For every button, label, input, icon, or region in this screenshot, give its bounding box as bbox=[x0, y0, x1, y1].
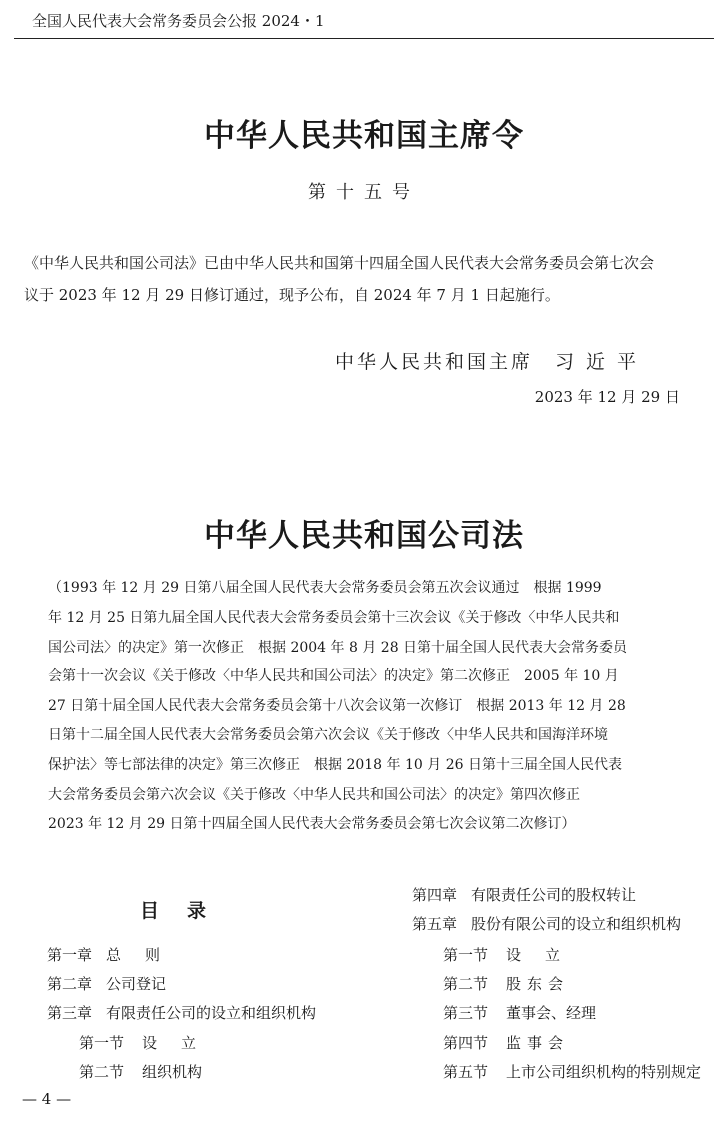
toc-entry-label: 股东会 bbox=[506, 975, 570, 993]
history-line: （1993 年 12 月 29 日第八届全国人民代表大会常务委员会第五次会议通过 根据 1999 bbox=[48, 580, 602, 596]
toc-entry-label: 监事会 bbox=[506, 1034, 570, 1052]
toc-title: 目录 bbox=[140, 900, 235, 922]
toc-entry bbox=[443, 1032, 569, 1053]
history-line: 2023 年 12 月 29 日第十四届全国人民代表大会常务委员会第七次会议第二次修订） bbox=[48, 816, 576, 832]
toc-entry-label: 有限责任公司的设立和组织机构 bbox=[106, 1004, 317, 1022]
signature-block bbox=[335, 347, 648, 374]
toc-entry-label: 设立 bbox=[142, 1034, 221, 1052]
toc-entry-number: 第二章 bbox=[47, 975, 93, 993]
toc-entry-number: 第三节 bbox=[443, 1004, 489, 1022]
toc-entry bbox=[412, 884, 636, 905]
toc-entry-label: 总则 bbox=[106, 946, 185, 964]
signer-name: 习近平 bbox=[554, 351, 648, 373]
page-number: — 4 — bbox=[22, 1090, 72, 1108]
toc-entry bbox=[443, 973, 569, 994]
toc-entry-number: 第四节 bbox=[443, 1034, 489, 1052]
history-line: 国公司法〉的决定》第一次修正 根据 2004 年 8 月 28 日第十届全国人民代表大会常务委员 bbox=[48, 640, 628, 656]
signature-date: 2023 年 12 月 29 日 bbox=[534, 388, 680, 406]
toc-entry-label: 有限责任公司的股权转让 bbox=[471, 886, 637, 904]
toc-entry bbox=[47, 1002, 316, 1023]
toc-entry bbox=[443, 1061, 701, 1082]
toc-entry-label: 组织机构 bbox=[142, 1063, 203, 1081]
toc-entry-label: 上市公司组织机构的特别规定 bbox=[506, 1063, 702, 1081]
toc-entry bbox=[79, 1061, 202, 1082]
toc-entry bbox=[79, 1032, 220, 1053]
toc-entry-number: 第二节 bbox=[79, 1063, 125, 1081]
toc-entry-number: 第五节 bbox=[443, 1063, 489, 1081]
toc-entry bbox=[412, 913, 681, 934]
toc-entry-label: 公司登记 bbox=[106, 975, 167, 993]
toc-entry bbox=[443, 944, 584, 965]
toc-entry-label: 设立 bbox=[506, 946, 585, 964]
history-line: 会第十一次会议《关于修改〈中华人民共和国公司法〉的决定》第二次修正 2005 年 10 月 bbox=[48, 668, 619, 684]
signer-title: 中华人民共和国主席 bbox=[334, 351, 533, 373]
toc-entry-number: 第五章 bbox=[412, 915, 458, 933]
header-rule bbox=[14, 38, 714, 39]
history-line: 27 日第十届全国人民代表大会常务委员会第十八次会议第一次修订 根据 2013 年 12 月 28 bbox=[48, 698, 626, 714]
history-line: 保护法〉等七部法律的决定》第三次修正 根据 2018 年 10 月 26 日第十三届全国人民代表 bbox=[48, 757, 622, 773]
toc-entry-label: 股份有限公司的设立和组织机构 bbox=[471, 915, 682, 933]
order-title: 中华人民共和国主席令 bbox=[204, 118, 524, 154]
history-line: 年 12 月 25 日第九届全国人民代表大会常务委员会第十三次会议《关于修改〈中华人民共和 bbox=[48, 610, 620, 626]
order-body-line: 议于 2023 年 12 月 29 日修订通过，现予公布，自 2024 年 7 月 1 日起施行。 bbox=[24, 286, 560, 304]
toc-entry-number: 第三章 bbox=[47, 1004, 93, 1022]
toc-entry bbox=[47, 944, 184, 965]
history-line: 大会常务委员会第六次会议《关于修改〈中华人民共和国公司法〉的决定》第四次修正 bbox=[48, 787, 580, 803]
toc-entry bbox=[443, 1002, 596, 1023]
toc-entry-number: 第二节 bbox=[443, 975, 489, 993]
law-title: 中华人民共和国公司法 bbox=[204, 518, 524, 554]
toc-entry-number: 第一节 bbox=[79, 1034, 125, 1052]
toc-entry-label: 董事会、经理 bbox=[506, 1004, 597, 1022]
toc-entry-number: 第一节 bbox=[443, 946, 489, 964]
history-line: 日第十二届全国人民代表大会常务委员会第六次会议《关于修改〈中华人民共和国海洋环境 bbox=[48, 727, 608, 743]
order-body-line: 《中华人民共和国公司法》已由中华人民共和国第十四届全国人民代表大会常务委员会第七次会 bbox=[24, 254, 655, 272]
toc-entry bbox=[47, 973, 166, 994]
toc-entry-number: 第四章 bbox=[412, 886, 458, 904]
running-header: 全国人民代表大会常务委员会公报 2024・1 bbox=[32, 12, 325, 30]
order-number: 第十五号 bbox=[308, 182, 420, 203]
toc-entry-number: 第一章 bbox=[47, 946, 93, 964]
